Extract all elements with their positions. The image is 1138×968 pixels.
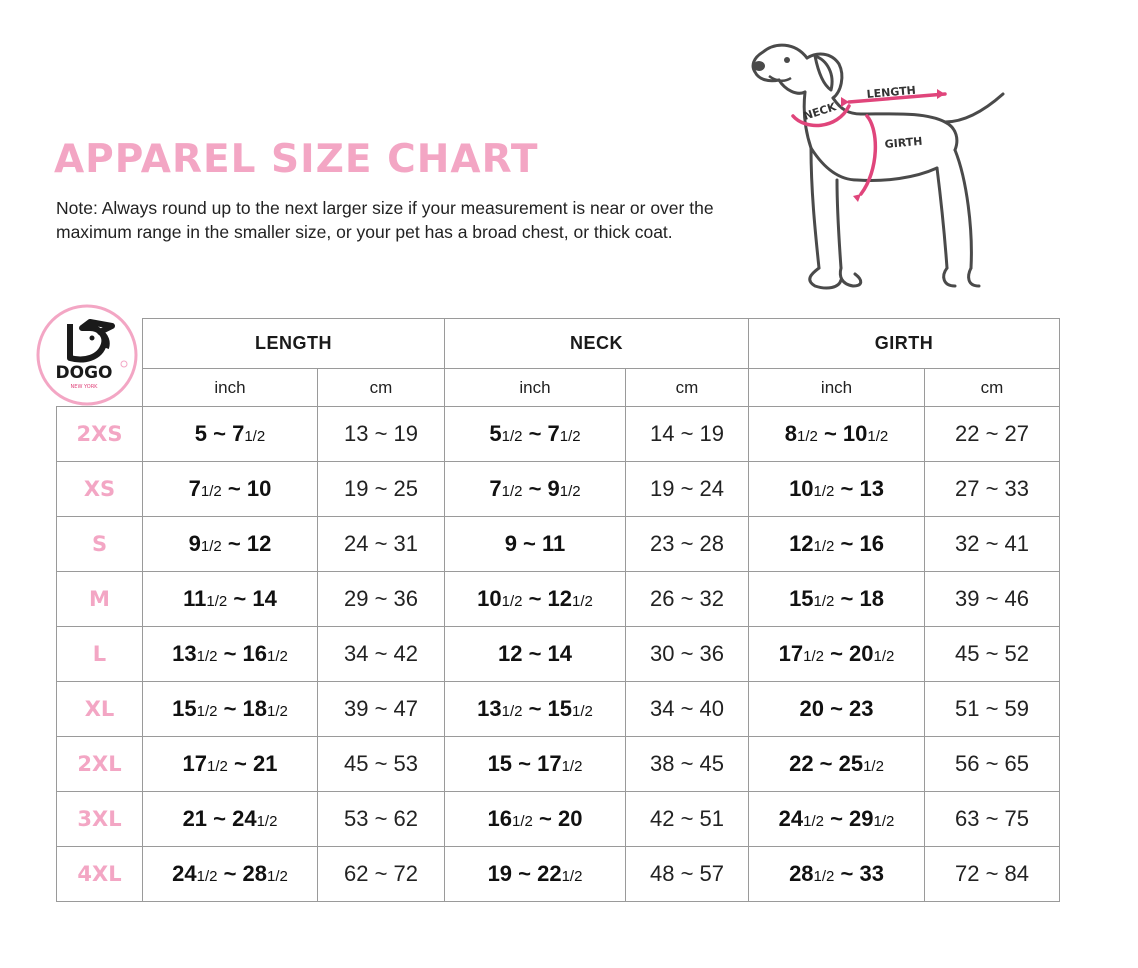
unit-header: cm — [925, 369, 1060, 407]
inch-cell: 21 ~ 241/2 — [143, 792, 318, 847]
cm-cell: 53 ~ 62 — [318, 792, 445, 847]
inch-cell: 19 ~ 221/2 — [445, 847, 626, 902]
cm-cell: 27 ~ 33 — [925, 462, 1060, 517]
cm-cell: 51 ~ 59 — [925, 682, 1060, 737]
table-row — [57, 407, 1060, 462]
table-row — [57, 737, 1060, 792]
cm-cell: 48 ~ 57 — [626, 847, 749, 902]
size-label: 2XS — [57, 407, 143, 462]
table-row — [57, 682, 1060, 737]
inch-cell: 131/2 ~ 161/2 — [143, 627, 318, 682]
cm-cell: 39 ~ 47 — [318, 682, 445, 737]
inch-cell: 101/2 ~ 13 — [749, 462, 925, 517]
unit-header: cm — [318, 369, 445, 407]
cm-cell: 32 ~ 41 — [925, 517, 1060, 572]
cm-cell: 38 ~ 45 — [626, 737, 749, 792]
unit-header: inch — [749, 369, 925, 407]
inch-cell: 131/2 ~ 151/2 — [445, 682, 626, 737]
cm-cell: 23 ~ 28 — [626, 517, 749, 572]
inch-cell: 171/2 ~ 201/2 — [749, 627, 925, 682]
inch-cell: 281/2 ~ 33 — [749, 847, 925, 902]
inch-cell: 101/2 ~ 121/2 — [445, 572, 626, 627]
logo-brand: DOGO — [55, 363, 113, 383]
cm-cell: 19 ~ 24 — [626, 462, 749, 517]
inch-cell: 12 ~ 14 — [445, 627, 626, 682]
inch-cell: 9 ~ 11 — [445, 517, 626, 572]
header-girth: GIRTH — [749, 319, 1060, 369]
size-label: S — [57, 517, 143, 572]
inch-cell: 241/2 ~ 281/2 — [143, 847, 318, 902]
inch-cell: 51/2 ~ 71/2 — [445, 407, 626, 462]
size-label: XL — [57, 682, 143, 737]
size-label: 2XL — [57, 737, 143, 792]
cm-cell: 39 ~ 46 — [925, 572, 1060, 627]
size-label: 3XL — [57, 792, 143, 847]
cm-cell: 29 ~ 36 — [318, 572, 445, 627]
size-chart-table — [56, 318, 1060, 902]
inch-cell: 151/2 ~ 18 — [749, 572, 925, 627]
table-row — [57, 572, 1060, 627]
size-label: M — [57, 572, 143, 627]
inch-cell: 22 ~ 251/2 — [749, 737, 925, 792]
cm-cell: 24 ~ 31 — [318, 517, 445, 572]
size-label: L — [57, 627, 143, 682]
table-row — [57, 462, 1060, 517]
table-row — [57, 517, 1060, 572]
unit-header: inch — [143, 369, 318, 407]
diagram-neck-label: NECK — [801, 100, 838, 123]
inch-cell: 20 ~ 23 — [749, 682, 925, 737]
cm-cell: 45 ~ 52 — [925, 627, 1060, 682]
inch-cell: 15 ~ 171/2 — [445, 737, 626, 792]
size-note: Note: Always round up to the next larger size if your measurement is near or over the maximum range in the smaller size, or your pet has a broad chest, or thick coat. — [56, 198, 714, 242]
cm-cell: 22 ~ 27 — [925, 407, 1060, 462]
dog-measurement-diagram — [745, 30, 1015, 300]
inch-cell: 171/2 ~ 21 — [143, 737, 318, 792]
table-row — [57, 627, 1060, 682]
cm-cell: 14 ~ 19 — [626, 407, 749, 462]
inch-cell: 121/2 ~ 16 — [749, 517, 925, 572]
inch-cell: 161/2 ~ 20 — [445, 792, 626, 847]
logo-sub: NEW YORK — [70, 384, 98, 390]
diagram-length-label: LENGTH — [866, 83, 917, 101]
inch-cell: 71/2 ~ 91/2 — [445, 462, 626, 517]
cm-cell: 13 ~ 19 — [318, 407, 445, 462]
logo-cell — [57, 319, 143, 407]
header-length: LENGTH — [143, 319, 445, 369]
size-label: 4XL — [57, 847, 143, 902]
cm-cell: 62 ~ 72 — [318, 847, 445, 902]
header-neck: NECK — [445, 319, 749, 369]
inch-cell: 71/2 ~ 10 — [143, 462, 318, 517]
table-row — [57, 847, 1060, 902]
page-title: APPAREL SIZE CHART — [54, 137, 539, 182]
cm-cell: 30 ~ 36 — [626, 627, 749, 682]
inch-cell: 5 ~ 71/2 — [143, 407, 318, 462]
unit-header: inch — [445, 369, 626, 407]
inch-cell: 111/2 ~ 14 — [143, 572, 318, 627]
cm-cell: 63 ~ 75 — [925, 792, 1060, 847]
inch-cell: 151/2 ~ 181/2 — [143, 682, 318, 737]
inch-cell: 81/2 ~ 101/2 — [749, 407, 925, 462]
cm-cell: 56 ~ 65 — [925, 737, 1060, 792]
table-row — [57, 792, 1060, 847]
cm-cell: 26 ~ 32 — [626, 572, 749, 627]
inch-cell: 241/2 ~ 291/2 — [749, 792, 925, 847]
cm-cell: 45 ~ 53 — [318, 737, 445, 792]
unit-header: cm — [626, 369, 749, 407]
cm-cell: 34 ~ 42 — [318, 627, 445, 682]
inch-cell: 91/2 ~ 12 — [143, 517, 318, 572]
cm-cell: 19 ~ 25 — [318, 462, 445, 517]
diagram-girth-label: GIRTH — [884, 134, 923, 151]
size-label: XS — [57, 462, 143, 517]
cm-cell: 34 ~ 40 — [626, 682, 749, 737]
cm-cell: 42 ~ 51 — [626, 792, 749, 847]
cm-cell: 72 ~ 84 — [925, 847, 1060, 902]
